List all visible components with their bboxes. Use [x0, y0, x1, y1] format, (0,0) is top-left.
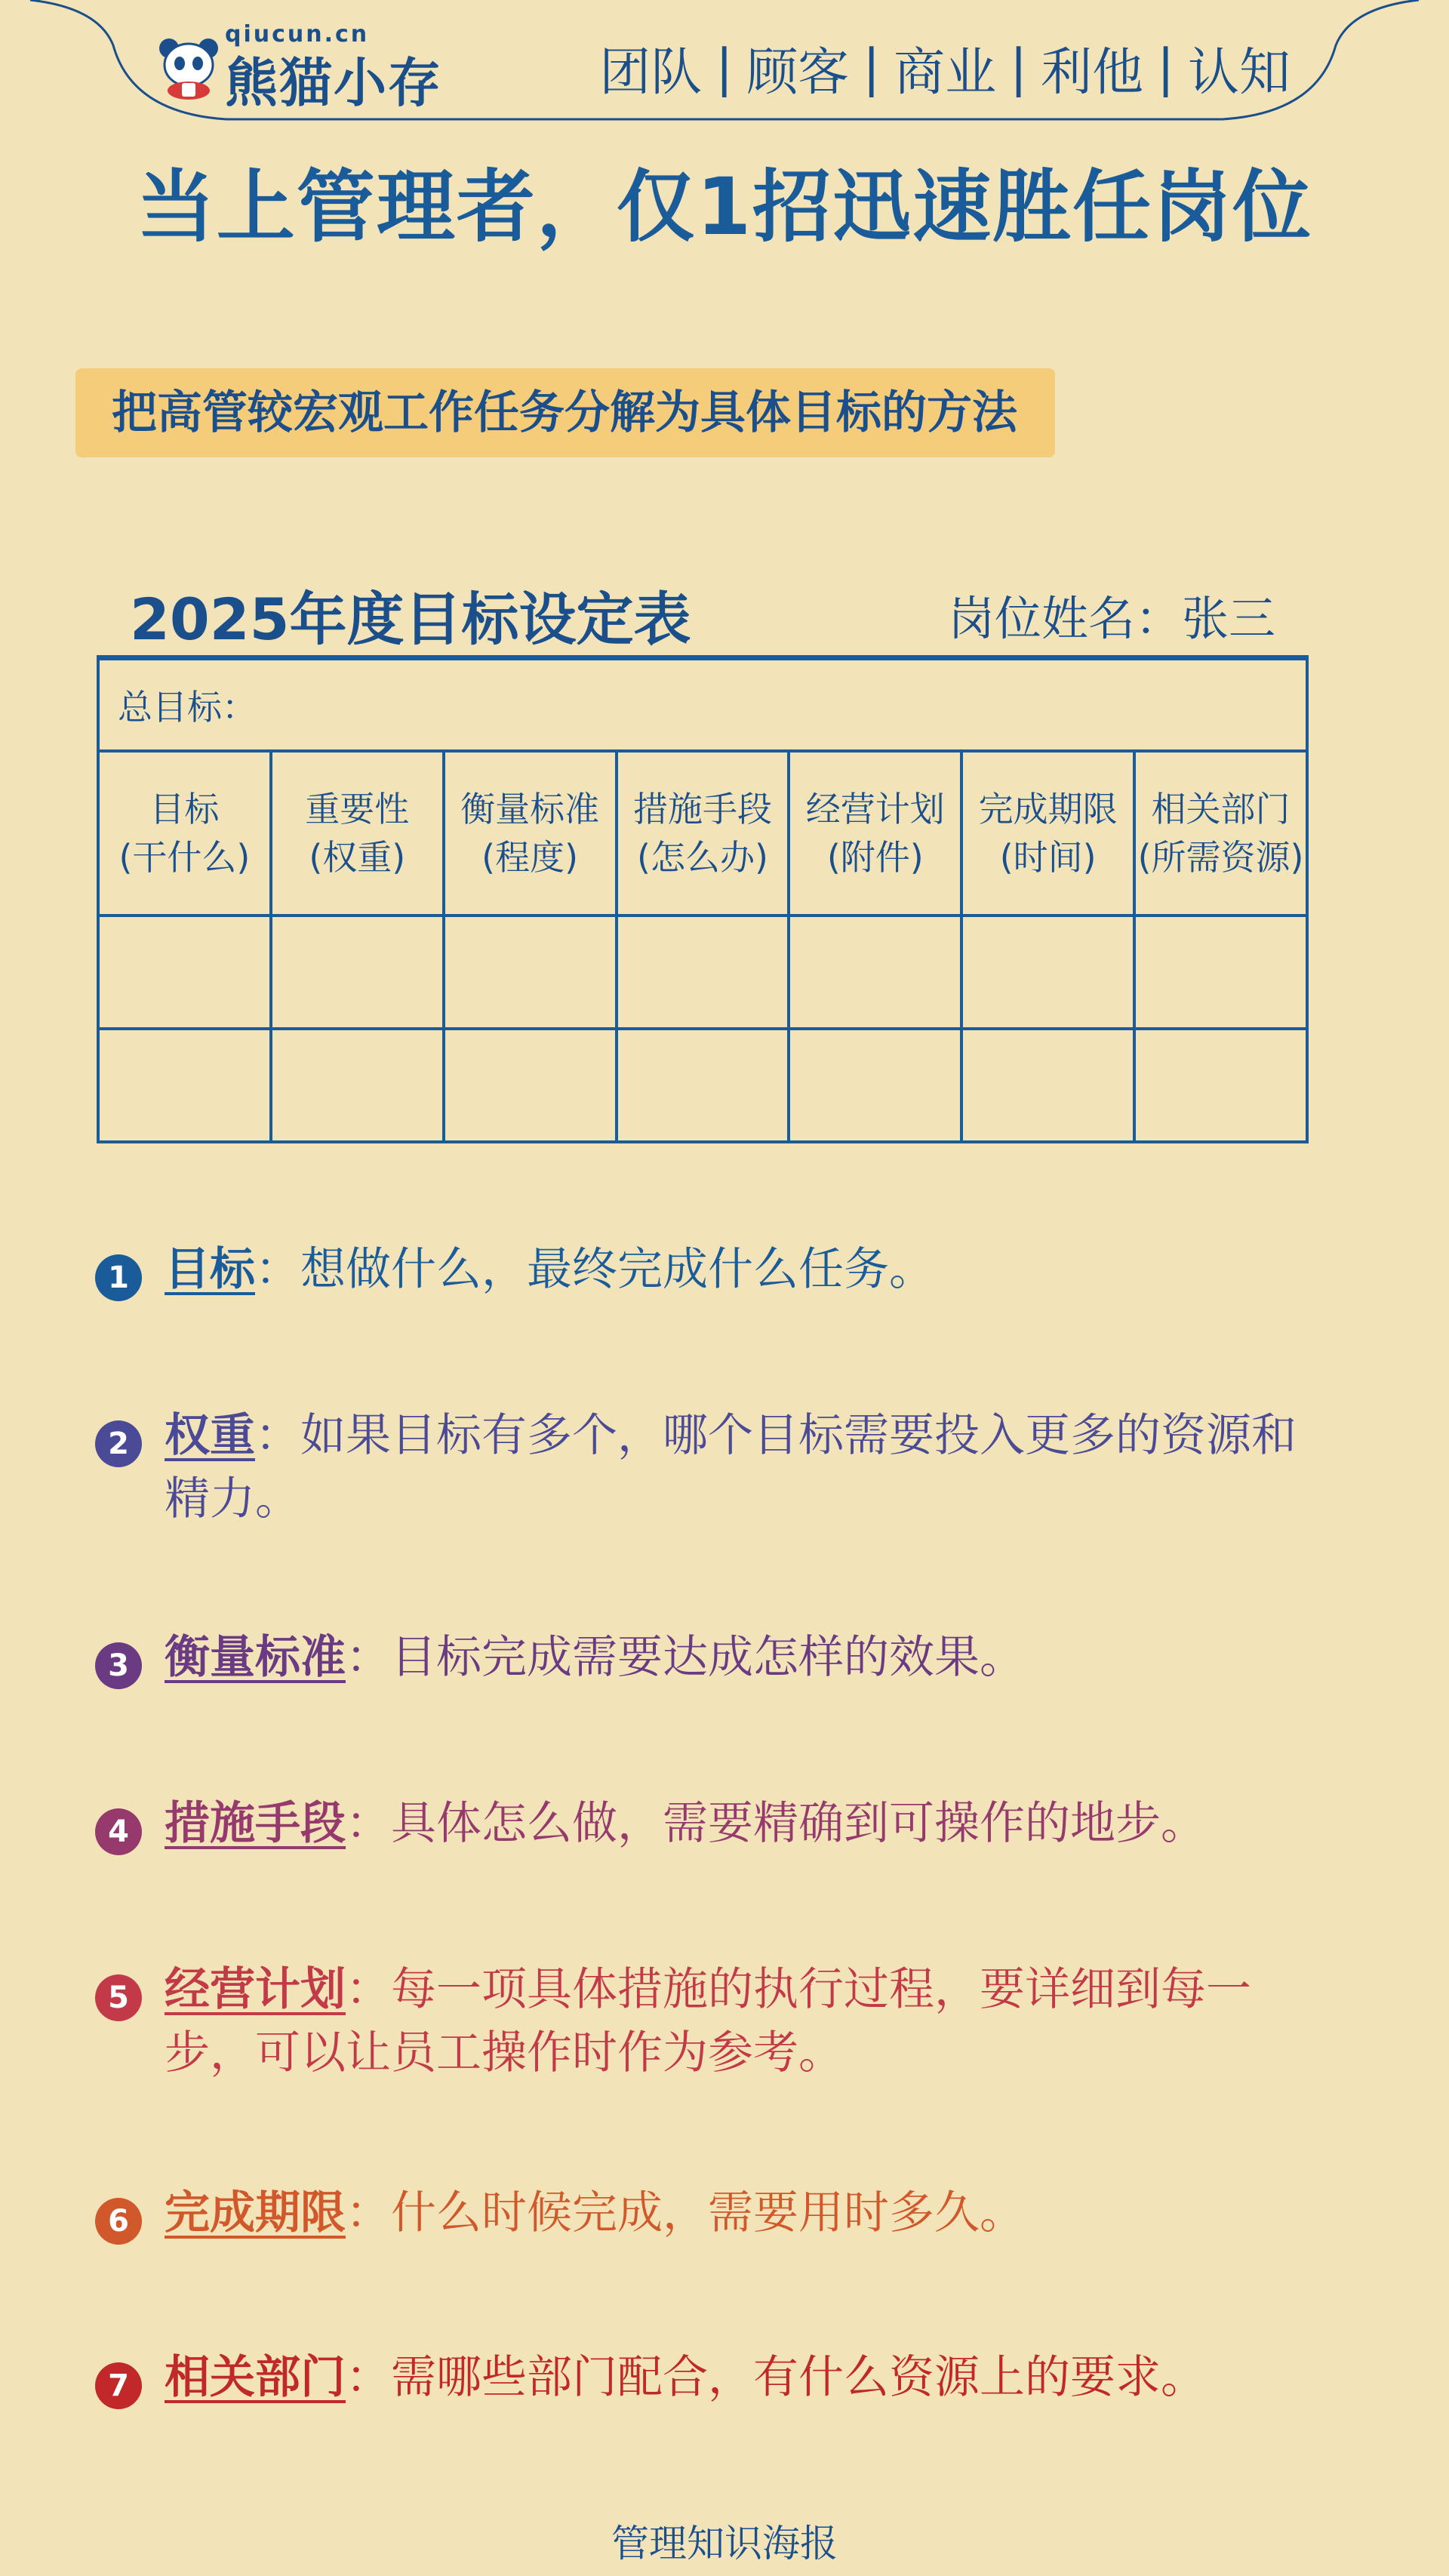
item-term: 完成期限: [165, 2187, 346, 2239]
nav-item-cognition[interactable]: 认知: [1187, 43, 1291, 103]
item-desc: 想做什么，最终完成什么任务。: [300, 1243, 934, 1296]
item-text: 经营计划：每一项具体措施的执行过程，要详细到每一步，可以让员工操作时作为参考。: [165, 1963, 1251, 2079]
table-cell[interactable]: [961, 916, 1134, 1029]
column-header: 目标 (干什么): [98, 751, 271, 916]
total-goal-cell[interactable]: [98, 658, 1307, 752]
item-desc: 每一项具体措施的执行过程，要详细到每一步，可以让员工操作时作为参考。: [165, 1963, 1251, 2079]
number-badge: 3: [95, 1642, 142, 1689]
form-title: 2025年度目标设定表: [130, 586, 691, 653]
table-cell[interactable]: [1134, 916, 1307, 1029]
table-cell[interactable]: [271, 1029, 444, 1142]
column-header: 相关部门 (所需资源): [1134, 751, 1307, 916]
column-header: 完成期限 (时间): [961, 751, 1134, 916]
number-badge: 6: [95, 2198, 142, 2245]
item-desc: 什么时候完成，需要用时多久。: [391, 2187, 1025, 2239]
nav-item-team[interactable]: 团队: [599, 43, 703, 103]
table-cell[interactable]: [789, 916, 961, 1029]
column-header: 措施手段 (怎么办): [617, 751, 789, 916]
nav-separator: |: [1157, 38, 1174, 98]
table-cell[interactable]: [1134, 1029, 1307, 1142]
nav-item-customer[interactable]: 顾客: [746, 43, 850, 103]
item-text: 权重：如果目标有多个，哪个目标需要投入更多的资源和精力。: [165, 1409, 1297, 1525]
goal-setting-table: [97, 655, 1309, 1143]
footer-caption: 管理知识海报: [611, 2522, 838, 2565]
logo-name: 熊猫小存: [225, 52, 442, 114]
nav-item-business[interactable]: 商业: [894, 43, 997, 103]
form-owner: 岗位姓名：张三: [947, 591, 1275, 646]
number-badge: 5: [95, 1974, 142, 2021]
table-row: [98, 1029, 1307, 1142]
number-badge: 2: [95, 1420, 142, 1467]
number-badge: 1: [95, 1254, 142, 1301]
item-term: 措施手段: [165, 1797, 346, 1850]
nav-separator: |: [863, 38, 881, 98]
table-cell[interactable]: [617, 1029, 789, 1142]
top-nav: [599, 32, 1291, 105]
nav-item-altruism[interactable]: 利他: [1041, 43, 1144, 103]
item-text: 完成期限：什么时候完成，需要用时多久。: [165, 2187, 1025, 2239]
section-subtitle: 把高管较宏观工作任务分解为具体目标的方法: [75, 368, 1055, 457]
item-desc: 如果目标有多个，哪个目标需要投入更多的资源和精力。: [165, 1409, 1297, 1525]
brand-logo[interactable]: [157, 21, 474, 112]
item-term: 目标: [165, 1243, 255, 1296]
nav-separator: |: [1010, 38, 1028, 98]
item-term: 经营计划: [165, 1963, 346, 2016]
item-text: 目标：想做什么，最终完成什么任务。: [165, 1243, 934, 1296]
column-header: 重要性 (权重): [271, 751, 444, 916]
item-text: 措施手段：具体怎么做，需要精确到可操作的地步。: [165, 1797, 1206, 1850]
table-cell[interactable]: [961, 1029, 1134, 1142]
item-term: 衡量标准: [165, 1631, 346, 1684]
table-cell[interactable]: [789, 1029, 961, 1142]
page-title: 当上管理者，仅1招迅速胜任岗位: [136, 161, 1313, 253]
nav-separator: |: [715, 38, 734, 98]
column-header: 衡量标准 (程度): [444, 751, 617, 916]
total-goal-label: 总目标：: [118, 687, 257, 728]
item-text: 衡量标准：目标完成需要达成怎样的效果。: [165, 1631, 1025, 1684]
table-cell[interactable]: [98, 916, 271, 1029]
number-badge: 7: [95, 2362, 142, 2409]
table-cell[interactable]: [444, 1029, 617, 1142]
item-desc: 需哪些部门配合，有什么资源上的要求。: [391, 2351, 1206, 2404]
item-desc: 具体怎么做，需要精确到可操作的地步。: [391, 1797, 1206, 1850]
item-term: 权重: [165, 1409, 255, 1462]
number-badge: 4: [95, 1808, 142, 1855]
table-row: [98, 916, 1307, 1029]
table-header-row: [98, 751, 1307, 916]
logo-domain: qiucun.cn: [225, 21, 370, 48]
item-text: 相关部门：需哪些部门配合，有什么资源上的要求。: [165, 2351, 1206, 2404]
table-cell[interactable]: [271, 916, 444, 1029]
panda-icon: [157, 36, 220, 100]
item-desc: 目标完成需要达成怎样的效果。: [391, 1631, 1025, 1684]
column-header: 经营计划 (附件): [789, 751, 961, 916]
table-cell[interactable]: [444, 916, 617, 1029]
table-cell[interactable]: [98, 1029, 271, 1142]
item-term: 相关部门: [165, 2351, 346, 2404]
table-cell[interactable]: [617, 916, 789, 1029]
